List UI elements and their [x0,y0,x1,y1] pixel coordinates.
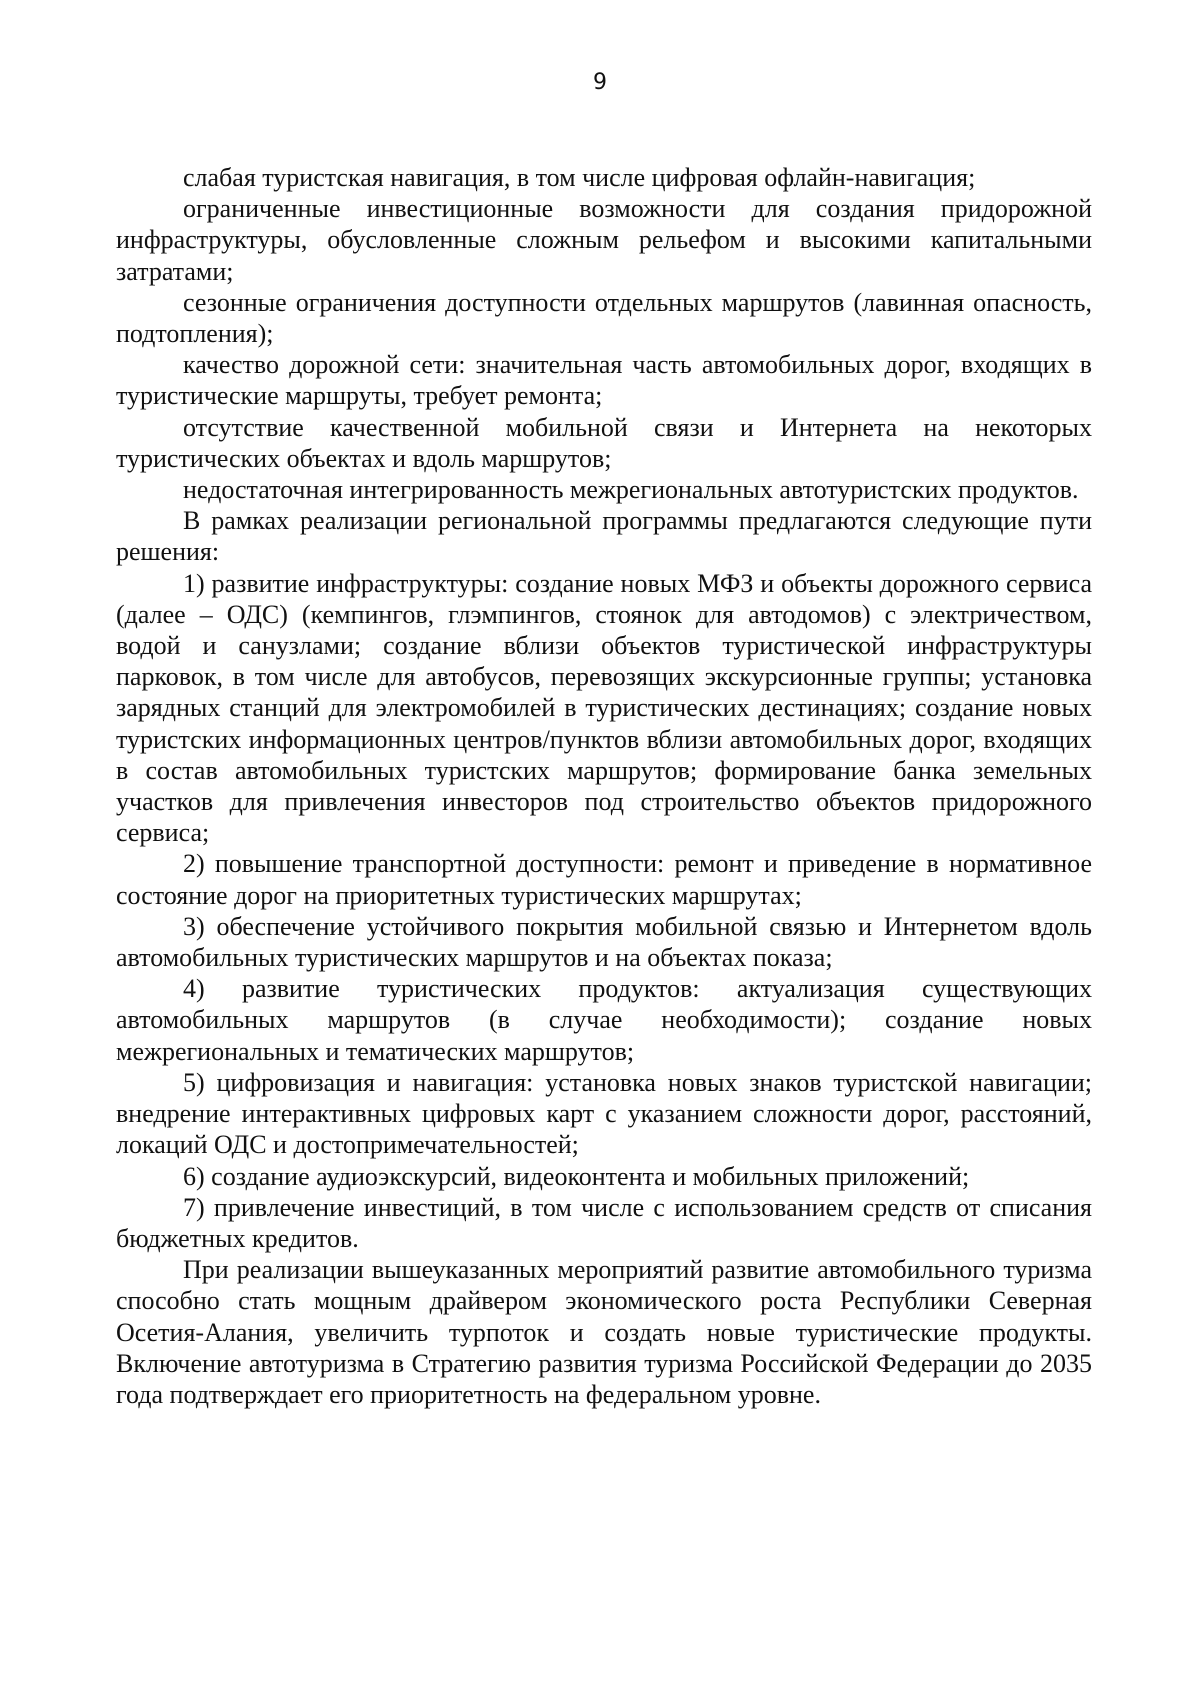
list-item-digitalization: 5) цифровизация и навигация: установка новых знаков туристской навигации; внедрение интерактивных цифровых карт с указанием сложности дорог, расстояний, локаций ОДС и достопримечательностей; [116,1067,1092,1160]
list-item-investment: 7) привлечение инвестиций, в том числе с использованием средств от списания бюджетных кредитов. [116,1192,1092,1253]
list-item-mobile-coverage: 3) обеспечение устойчивого покрытия мобильной связью и Интернетом вдоль автомобильных туристических маршрутов и на объектах показа; [116,911,1092,973]
paragraph-mobile-coverage: отсутствие качественной мобильной связи и Интернета на некоторых туристических объектах и вдоль маршрутов; [116,412,1092,473]
paragraph-road-quality: качество дорожной сети: значительная часть автомобильных дорог, входящих в туристические маршруты, требует ремонта; [116,350,1092,411]
paragraph-conclusion: При реализации вышеуказанных мероприятий развитие автомобильного туризма способно стать мощным драйвером экономического роста Республики Северная Осетия-Алания, увеличить турпоток и создать новые туристические продукты. Включение автотуризма в Стратегию развития туризма Российской Федерации до 2035 года подтверждает его приоритетность на федеральном уровне. [116,1255,1092,1409]
list-item-transport-access: 2) повышение транспортной доступности: ремонт и приведение в нормативное состояние дорог на приоритетных туристических маршрутах; [116,849,1092,910]
paragraph-interregional-products: недостаточная интегрированность межрегиональных автотуристских продуктов. [183,475,1079,505]
paragraph-limited-investment: ограниченные инвестиционные возможности для создания придорожной инфраструктуры, обусловленные сложным рельефом и высокими капитальными затратами; [116,194,1092,286]
list-item-audio-tours: 6) создание аудиоэкскурсий, видеоконтента и мобильных приложений; [183,1161,970,1191]
list-item-tourist-products: 4) развитие туристических продуктов: актуализация существующих автомобильных маршрутов (в случае необходимости); создание новых межрегиональных и тематических маршрутов; [116,974,1092,1066]
paragraph-weak-navigation: слабая туристская навигация, в том числе цифровая офлайн-навигация; [183,163,976,192]
paragraph-seasonal-restrictions: сезонные ограничения доступности отдельных маршрутов (лавинная опасность, подтопления); [116,287,1092,349]
page-number: 9 [593,70,607,95]
list-item-infrastructure: 1) развитие инфраструктуры: создание новых МФЗ и объекты дорожного сервиса (далее – ОДС) (кемпингов, глэмпингов, стоянок для автодомов) с электричеством, водой и санузлами; создание вблизи объектов туристической инфраструктуры парковок, в том числе для автобусов, перевозящих экскурсионные группы; установка зарядных станций для электромобилей в туристических дестинациях; создание новых туристских информационных центров/пунктов вблизи автомобильных дорог, входящих в состав автомобильных туристских маршрутов; формирование банка земельных участков для привлечения инвесторов под строительство объектов придорожного сервиса; [116,568,1092,848]
paragraph-solutions-intro: В рамках реализации региональной программы предлагаются следующие пути решения: [116,506,1092,567]
document-body [116,162,1092,1410]
